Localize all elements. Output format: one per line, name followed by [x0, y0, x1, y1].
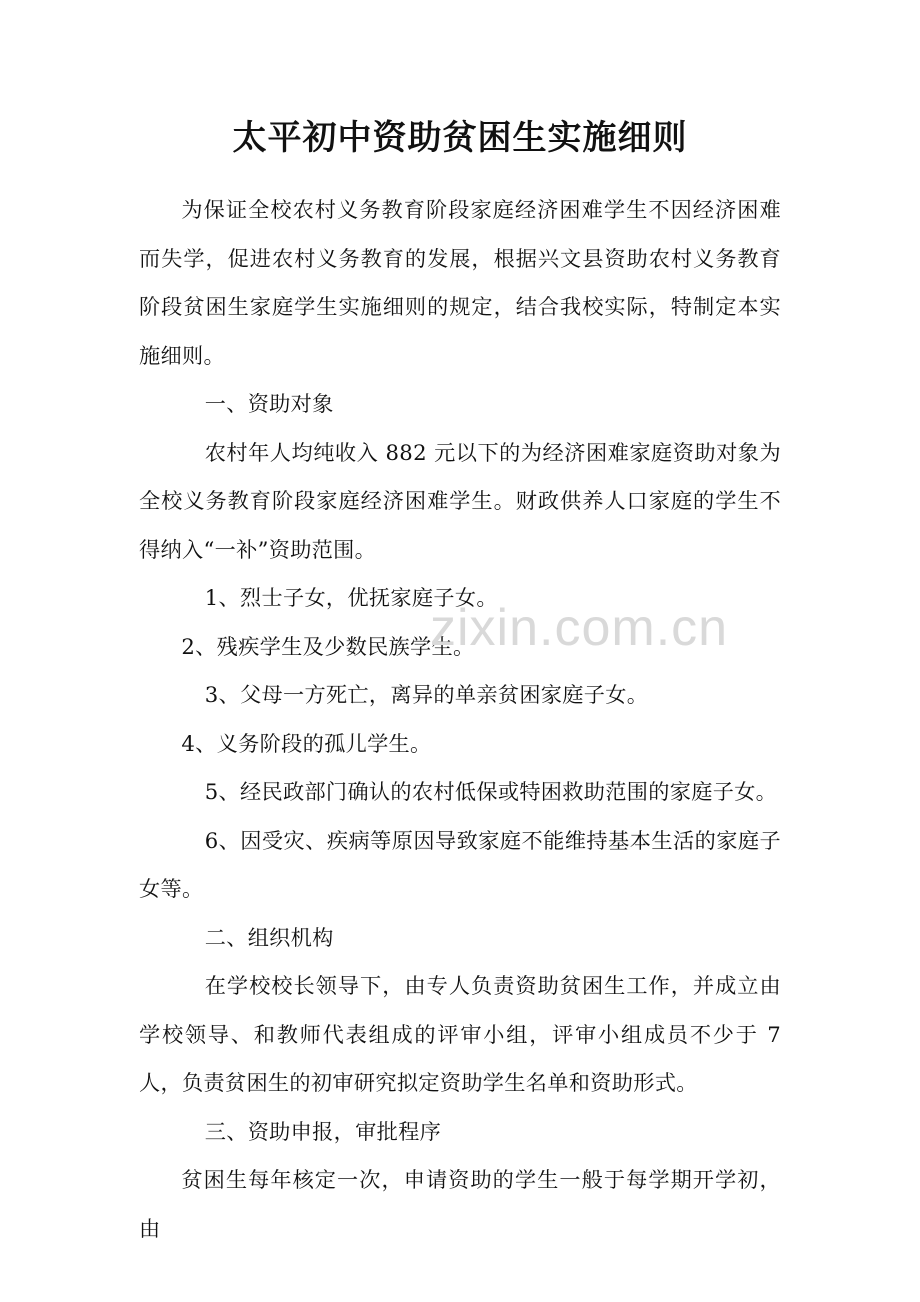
- paragraph-procedure: 贫困生每年核定一次，申请资助的学生一般于每学期开学初，由: [139, 1167, 781, 1241]
- paragraph-eligibility: 农村年人均纯收入 882 元以下的为经济困难家庭资助对象为全校义务教育阶段家庭经济困难学生。财政供养人口家庭的学生不得纳入“一补”资助范围。: [139, 439, 781, 562]
- watermark: zixin.com.cn: [430, 599, 729, 657]
- list-item-3: 3、父母一方死亡，离异的单亲贫困家庭子女。: [204, 682, 649, 707]
- list-item-2: 2、残疾学生及少数民族学生。: [181, 633, 475, 659]
- document-body: [139, 186, 781, 1253]
- section-heading-3: 三、资助申报，审批程序: [204, 1118, 442, 1144]
- section-heading-2: 二、组织机构: [204, 924, 334, 950]
- paragraph-organization: 在学校校长领导下，由专人负责资助贫困生工作，并成立由学校领导、和教师代表组成的评审小组，评审小组成员不少于 7 人，负责贫困生的初审研究拟定资助学生名单和资助形式。: [139, 973, 781, 1095]
- section-heading-1: 一、资助对象: [204, 391, 334, 416]
- document-title: 太平初中资助贫困生实施细则: [232, 118, 688, 158]
- intro-paragraph: 为保证全校农村义务教育阶段家庭经济困难学生不因经济困难而失学，促进农村义务教育的发展，根据兴文县资助农村义务教育阶段贫困生家庭学生实施细则的规定，结合我校实际，特制定本实施细则。: [139, 197, 781, 368]
- list-item-5: 5、经民政部门确认的农村低保或特困救助范围的家庭子女。: [204, 779, 778, 804]
- list-item-1: 1、烈士子女，优抚家庭子女。: [204, 585, 498, 610]
- list-item-6: 6、因受灾、疾病等原因导致家庭不能维持基本生活的家庭子女等。: [139, 827, 781, 901]
- list-item-4: 4、义务阶段的孤儿学生。: [181, 730, 432, 756]
